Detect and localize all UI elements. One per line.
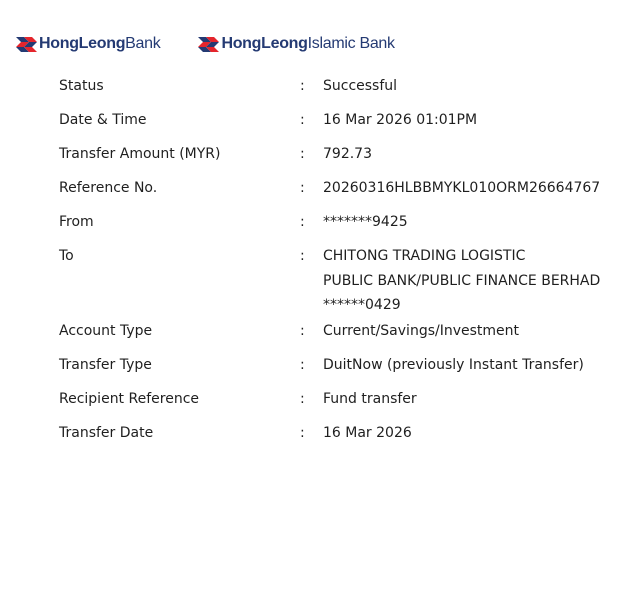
receipt-label: Transfer Amount (MYR)	[59, 146, 221, 162]
receipt-label: Reference No.	[59, 180, 158, 196]
hong-leong-logo-mark-icon	[15, 33, 37, 55]
receipt-label: To	[59, 248, 74, 264]
recipient-bank: PUBLIC BANK/PUBLIC FINANCE BERHAD	[323, 272, 601, 289]
receipt-row-transfer-type	[59, 355, 619, 375]
receipt-value-date-time: 16 Mar 2026 01:01PM	[323, 112, 478, 128]
receipt-separator: :	[300, 248, 305, 264]
receipt-separator: :	[300, 112, 305, 128]
receipt-row-status	[59, 76, 619, 96]
receipt-row-reference-no	[59, 178, 619, 198]
receipt-value-transfer-date: 16 Mar 2026	[323, 425, 412, 441]
receipt-value-from: *******9425	[323, 214, 408, 230]
receipt-label: From	[59, 214, 94, 230]
receipt-separator: :	[300, 357, 305, 373]
receipt-separator: :	[300, 214, 305, 230]
receipt-row-from	[59, 212, 619, 232]
hong-leong-islamic-bank-wordmark: HongLeongIslamic Bank	[221, 35, 395, 52]
receipt-row-transfer-amount	[59, 144, 619, 164]
hong-leong-bank-wordmark: HongLeongBank	[39, 35, 161, 52]
receipt-row-account-type	[59, 321, 619, 341]
receipt-row-transfer-date	[59, 423, 619, 443]
receipt-value-reference-no: 20260316HLBBMYKL010ORM26664767	[323, 180, 601, 196]
recipient-name: CHITONG TRADING LOGISTIC	[323, 248, 526, 264]
receipt-row-to	[59, 246, 619, 315]
receipt-separator: :	[300, 180, 305, 196]
receipt-separator: :	[300, 323, 305, 339]
receipt-row-date-time	[59, 110, 619, 130]
receipt-label: Transfer Type	[59, 357, 152, 373]
bank-header	[15, 30, 395, 58]
receipt-label: Recipient Reference	[59, 391, 199, 407]
receipt-label: Transfer Date	[59, 425, 154, 441]
receipt-value-to	[323, 246, 619, 315]
receipt-value-transfer-type: DuitNow (previously Instant Transfer)	[323, 357, 584, 373]
hong-leong-bank-logo	[15, 30, 160, 58]
receipt-value-transfer-amount: 792.73	[323, 146, 372, 162]
transfer-receipt-details	[59, 76, 619, 457]
receipt-value-status: Successful	[323, 78, 398, 94]
receipt-row-recipient-reference	[59, 389, 619, 409]
receipt-label: Status	[59, 78, 104, 94]
receipt-separator: :	[300, 425, 305, 441]
receipt-label: Date & Time	[59, 112, 147, 128]
receipt-label: Account Type	[59, 323, 153, 339]
receipt-separator: :	[300, 391, 305, 407]
hong-leong-islamic-bank-logo	[197, 30, 394, 58]
receipt-separator: :	[300, 78, 305, 94]
receipt-value-recipient-reference: Fund transfer	[323, 391, 417, 407]
hong-leong-logo-mark-icon	[197, 33, 219, 55]
recipient-account: ******0429	[323, 297, 401, 313]
receipt-value-account-type: Current/Savings/Investment	[323, 323, 520, 339]
receipt-separator: :	[300, 146, 305, 162]
